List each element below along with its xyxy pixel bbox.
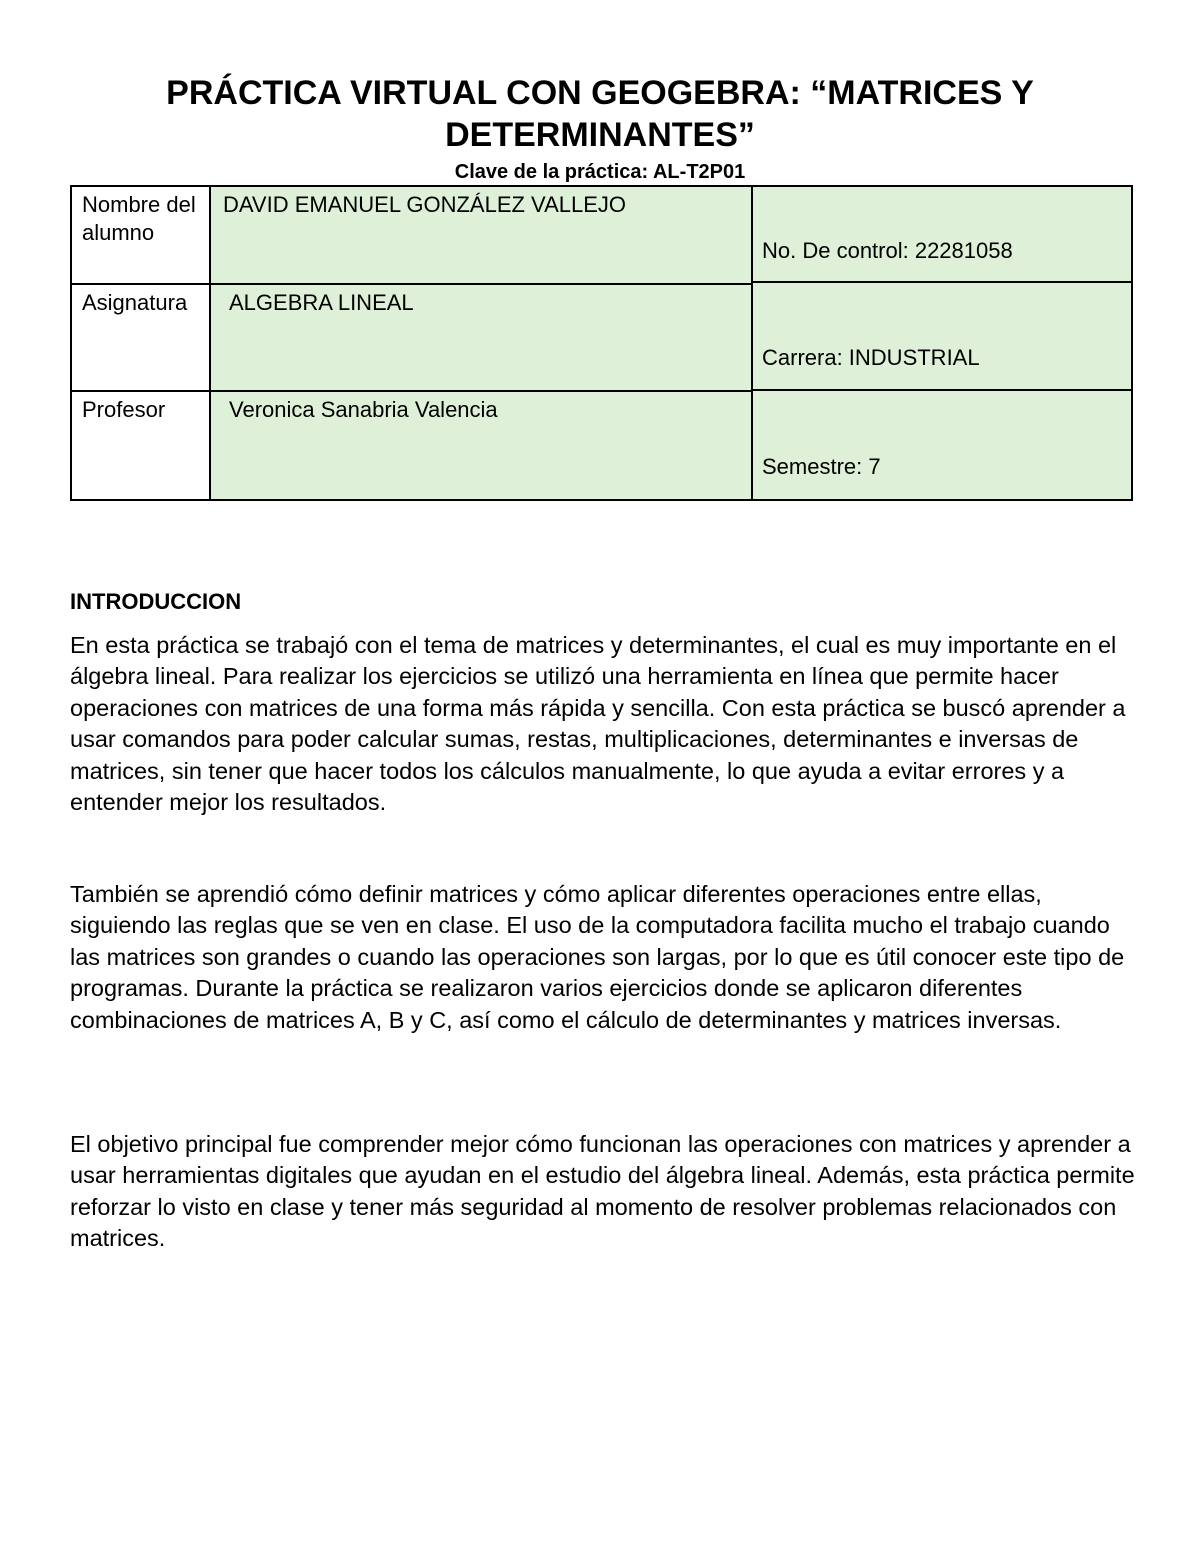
student-info-table: [70, 185, 1133, 501]
profesor-label: Profesor: [71, 391, 210, 500]
table-row: [71, 186, 1132, 284]
no-control: No. De control: 22281058: [762, 238, 1013, 263]
document-title: PRÁCTICA VIRTUAL CON GEOGEBRA: “MATRICES Y DETERMINANTES”: [166, 74, 1034, 154]
intro-paragraph-1: En esta práctica se trabajó con el tema de matrices y determinantes, el cual es muy importante en el álgebra lineal. Para realizar los ejercicios se utilizó una herramienta en línea que permite hacer operaciones con matrices de una forma más rápida y sencilla. Con esta práctica se buscó aprender a usar comandos para poder calcular sumas, restas, multiplicaciones, determinantes e inversas de matrices, sin tener que hacer todos los cálculos manualmente, lo que ayuda a evitar errores y a entender mejor los resultados.: [70, 632, 1126, 816]
side-divider-2: [752, 389, 1131, 391]
profesor-value: Veronica Sanabria Valencia: [210, 391, 752, 500]
asignatura-label: Asignatura: [71, 284, 210, 391]
nombre-label: Nombre del alumno: [71, 186, 210, 284]
introduccion-heading: INTRODUCCION: [70, 589, 242, 614]
practice-key: Clave de la práctica: AL-T2P01: [454, 161, 746, 183]
nombre-value: DAVID EMANUEL GONZÁLEZ VALLEJO: [210, 186, 752, 284]
intro-paragraph-2: También se aprendió cómo definir matrices y cómo aplicar diferentes operaciones entre ellas, siguiendo las reglas que se ven en clase. El uso de la computadora facilita mucho el trabajo cuando las matrices son grandes o cuando las operaciones son largas, por lo que es útil conocer este tipo de programas. Durante la práctica se realizaron varios ejercicios donde se aplicaron diferentes combinaciones de matrices A, B y C, así como el cálculo de determinantes y matrices inversas.: [70, 881, 1125, 1033]
intro-paragraph-3: El objetivo principal fue comprender mejor cómo funcionan las operaciones con matrices y aprender a usar herramientas digitales que ayudan en el estudio del álgebra lineal. Además, esta práctica permite reforzar lo visto en clase y tener más seguridad al momento de resolver problemas relacionados con matrices.: [70, 1131, 1135, 1252]
semestre: Semestre: 7: [762, 454, 881, 479]
asignatura-value: ALGEBRA LINEAL: [210, 284, 752, 391]
side-divider-1: [752, 281, 1131, 283]
carrera: Carrera: INDUSTRIAL: [762, 345, 980, 370]
